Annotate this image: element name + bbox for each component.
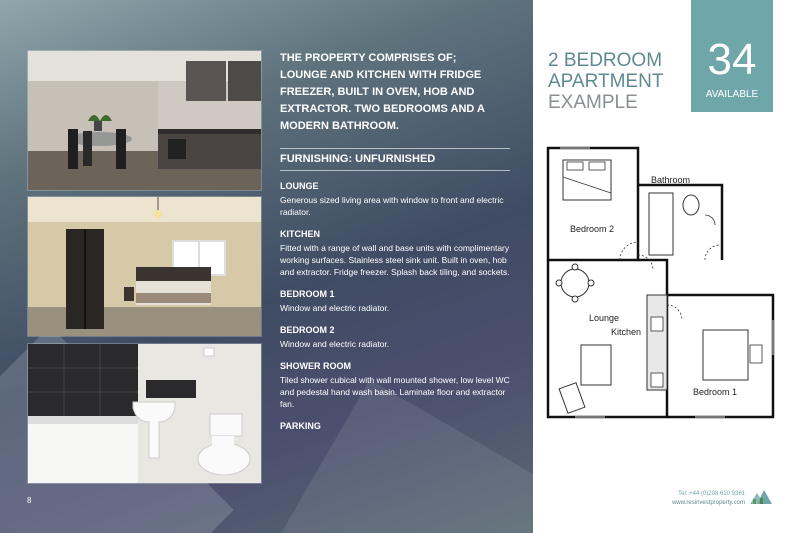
bedroom-2-label: Bedroom 2 — [570, 224, 615, 234]
kitchen-photo — [27, 50, 262, 191]
furnishing-status: FURNISHING: UNFURNISHED — [280, 148, 510, 171]
room-title: PARKING — [280, 421, 321, 431]
room-description: Tiled shower cubical with wall mounted shower, low level WC and pedestal hand wash basin. Laminate floor and extractor fan. — [280, 375, 510, 409]
room-item — [280, 229, 515, 278]
bathroom-photo — [27, 343, 262, 484]
room-item — [280, 181, 515, 218]
phone-number[interactable]: Tel: +44 (0)208 610 9361 — [678, 491, 745, 497]
available-label: AVAILABLE — [705, 89, 759, 100]
company-logo-icon — [748, 486, 774, 506]
heading-line: EXAMPLE — [548, 92, 638, 113]
room-title: BEDROOM 1 — [280, 289, 335, 299]
room-title: SHOWER ROOM — [280, 361, 351, 371]
room-item — [280, 361, 515, 410]
room-description: Window and electric radiator. — [280, 339, 390, 349]
room-item — [280, 325, 515, 350]
bathroom-label: Bathroom — [651, 175, 691, 185]
room-list — [280, 181, 515, 442]
room-title: BEDROOM 2 — [280, 325, 335, 335]
contact-footer — [640, 490, 745, 508]
room-title: LOUNGE — [280, 181, 319, 191]
bedroom-1-label: Bedroom 1 — [693, 387, 738, 397]
floor-plan — [545, 145, 775, 420]
lounge-label: Lounge — [589, 313, 620, 323]
apartment-heading — [548, 50, 663, 113]
page-number: 8 — [27, 496, 32, 505]
available-count: 34 — [707, 35, 757, 84]
room-description: Window and electric radiator. — [280, 303, 390, 313]
bedroom-photo — [27, 196, 262, 337]
kitchen-label: Kitchen — [611, 327, 642, 337]
room-description: Generous sized living area with window to front and electric radiator. — [280, 195, 504, 217]
availability-badge — [691, 0, 773, 112]
room-item — [280, 289, 515, 314]
property-intro: THE PROPERTY COMPRISES OF; LOUNGE AND KITCHEN WITH FRIDGE FREEZER, BUILT IN OVEN, HOB AND EXTRACTOR. TWO BEDROOMS AND A MODERN BATHROOM. — [280, 52, 485, 132]
heading-line: APARTMENT — [548, 71, 664, 92]
room-title: KITCHEN — [280, 229, 320, 239]
room-item — [280, 421, 515, 431]
heading-line: 2 BEDROOM — [548, 50, 663, 71]
room-description: Fitted with a range of wall and base units with complimentary working surfaces. Stainless steel sink unit. Built in oven, hob and extractor. Fridge freezer. Splash back tiling, and sockets. — [280, 243, 510, 277]
website-link[interactable]: www.resinvestproperty.com — [672, 500, 745, 506]
